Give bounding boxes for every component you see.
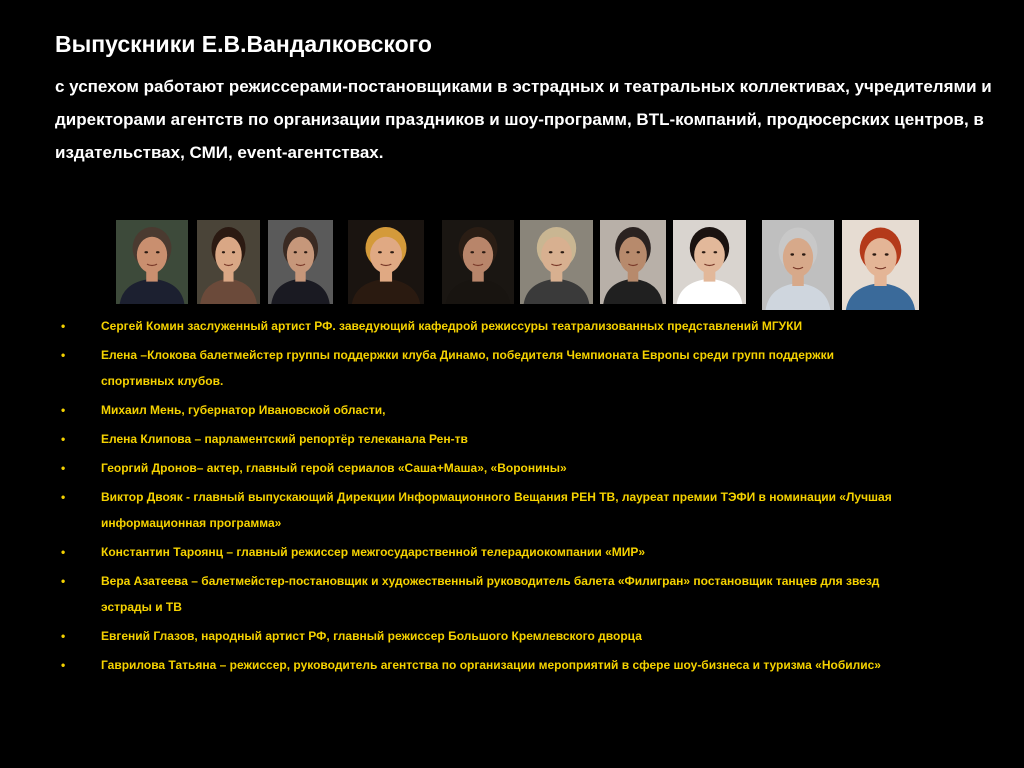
photo-viktor-dvoyak	[520, 220, 593, 304]
alumni-description: Вера Азатеева – балетмейстер-постановщик и художественный руководитель балета «Филигран» постановщик танцев для звезд эстрады и ТВ	[101, 574, 880, 614]
bullet-icon: •	[61, 348, 66, 362]
bullet-icon: •	[61, 432, 66, 446]
portrait-icon	[442, 220, 514, 304]
portrait-icon	[197, 220, 260, 304]
list-item	[0, 455, 901, 481]
alumni-description: Сергей Комин заслуженный артист РФ. заведующий кафедрой режиссуры театрализованных представлений МГУКИ	[101, 319, 803, 333]
photo-evgeny-glazov	[762, 220, 834, 310]
portrait-icon	[116, 220, 188, 304]
bullet-icon: •	[61, 490, 66, 504]
photo-sergey-komin	[116, 220, 188, 304]
bullet-icon: •	[61, 461, 66, 475]
alumni-description: Георгий Дронов– актер, главный герой сериалов «Саша+Маша», «Воронины»	[101, 461, 567, 475]
alumni-description: Гаврилова Татьяна – режиссер, руководитель агентства по организации мероприятий в сфере шоу-бизнеса и туризма «Нобилис»	[101, 658, 881, 672]
bullet-icon: •	[61, 658, 66, 672]
list-item	[0, 484, 901, 536]
list-item	[0, 539, 901, 565]
photo-elena-klipova	[348, 220, 424, 304]
bullet-icon: •	[61, 545, 66, 559]
slide-subtitle: с успехом работают режиссерами-постановщиками в эстрадных и театральных коллективах, учредителями и директорами агентств по организации праздников и шоу-программ, BTL-компаний, продюсерских центров, в издательствах, СМИ, event-агентствах.	[55, 77, 992, 162]
alumni-description: Виктор Двояк - главный выпускающий Дирекции Информационного Вещания РЕН ТВ, лауреат премии ТЭФИ в номинации «Лучшая информационная программа»	[101, 490, 892, 530]
photo-georgy-dronov	[442, 220, 514, 304]
photo-elena-klokova	[197, 220, 260, 304]
portrait-icon	[842, 220, 919, 310]
list-item	[0, 426, 901, 452]
list-item	[0, 652, 901, 678]
list-item	[0, 342, 901, 394]
portrait-icon	[268, 220, 333, 304]
list-item	[0, 313, 901, 339]
list-item	[0, 623, 901, 649]
alumni-description: Константин Тароянц – главный режиссер межгосударственной телерадиокомпании «МИР»	[101, 545, 646, 559]
portrait-icon	[348, 220, 424, 304]
alumni-description: Елена Клипова – парламентский репортёр телеканала Рен-тв	[101, 432, 468, 446]
photo-konstantin-taroyants	[600, 220, 666, 304]
portrait-icon	[520, 220, 593, 304]
portrait-icon	[762, 220, 834, 310]
bullet-icon: •	[61, 574, 66, 588]
bullet-icon: •	[61, 403, 66, 417]
photo-vera-azateeva	[673, 220, 746, 304]
list-item	[0, 568, 901, 620]
alumni-description: Евгений Глазов, народный артист РФ, главный режиссер Большого Кремлевского дворца	[101, 629, 642, 643]
photo-mikhail-men	[268, 220, 333, 304]
bullet-icon: •	[61, 319, 66, 333]
portrait-icon	[673, 220, 746, 304]
alumni-description: Михаил Мень, губернатор Ивановской области,	[101, 403, 386, 417]
alumni-list	[0, 313, 1024, 681]
portrait-icon	[600, 220, 666, 304]
bullet-icon: •	[61, 629, 66, 643]
alumni-photo-row	[0, 220, 1024, 315]
slide-title: Выпускники Е.В.Вандалковского	[55, 31, 432, 57]
list-item	[0, 397, 901, 423]
alumni-description: Елена –Клокова балетмейстер группы поддержки клуба Динамо, победителя Чемпионата Европы среди групп поддержки спортивных клубов.	[101, 348, 834, 388]
photo-tatiana-gavrilova	[842, 220, 919, 310]
